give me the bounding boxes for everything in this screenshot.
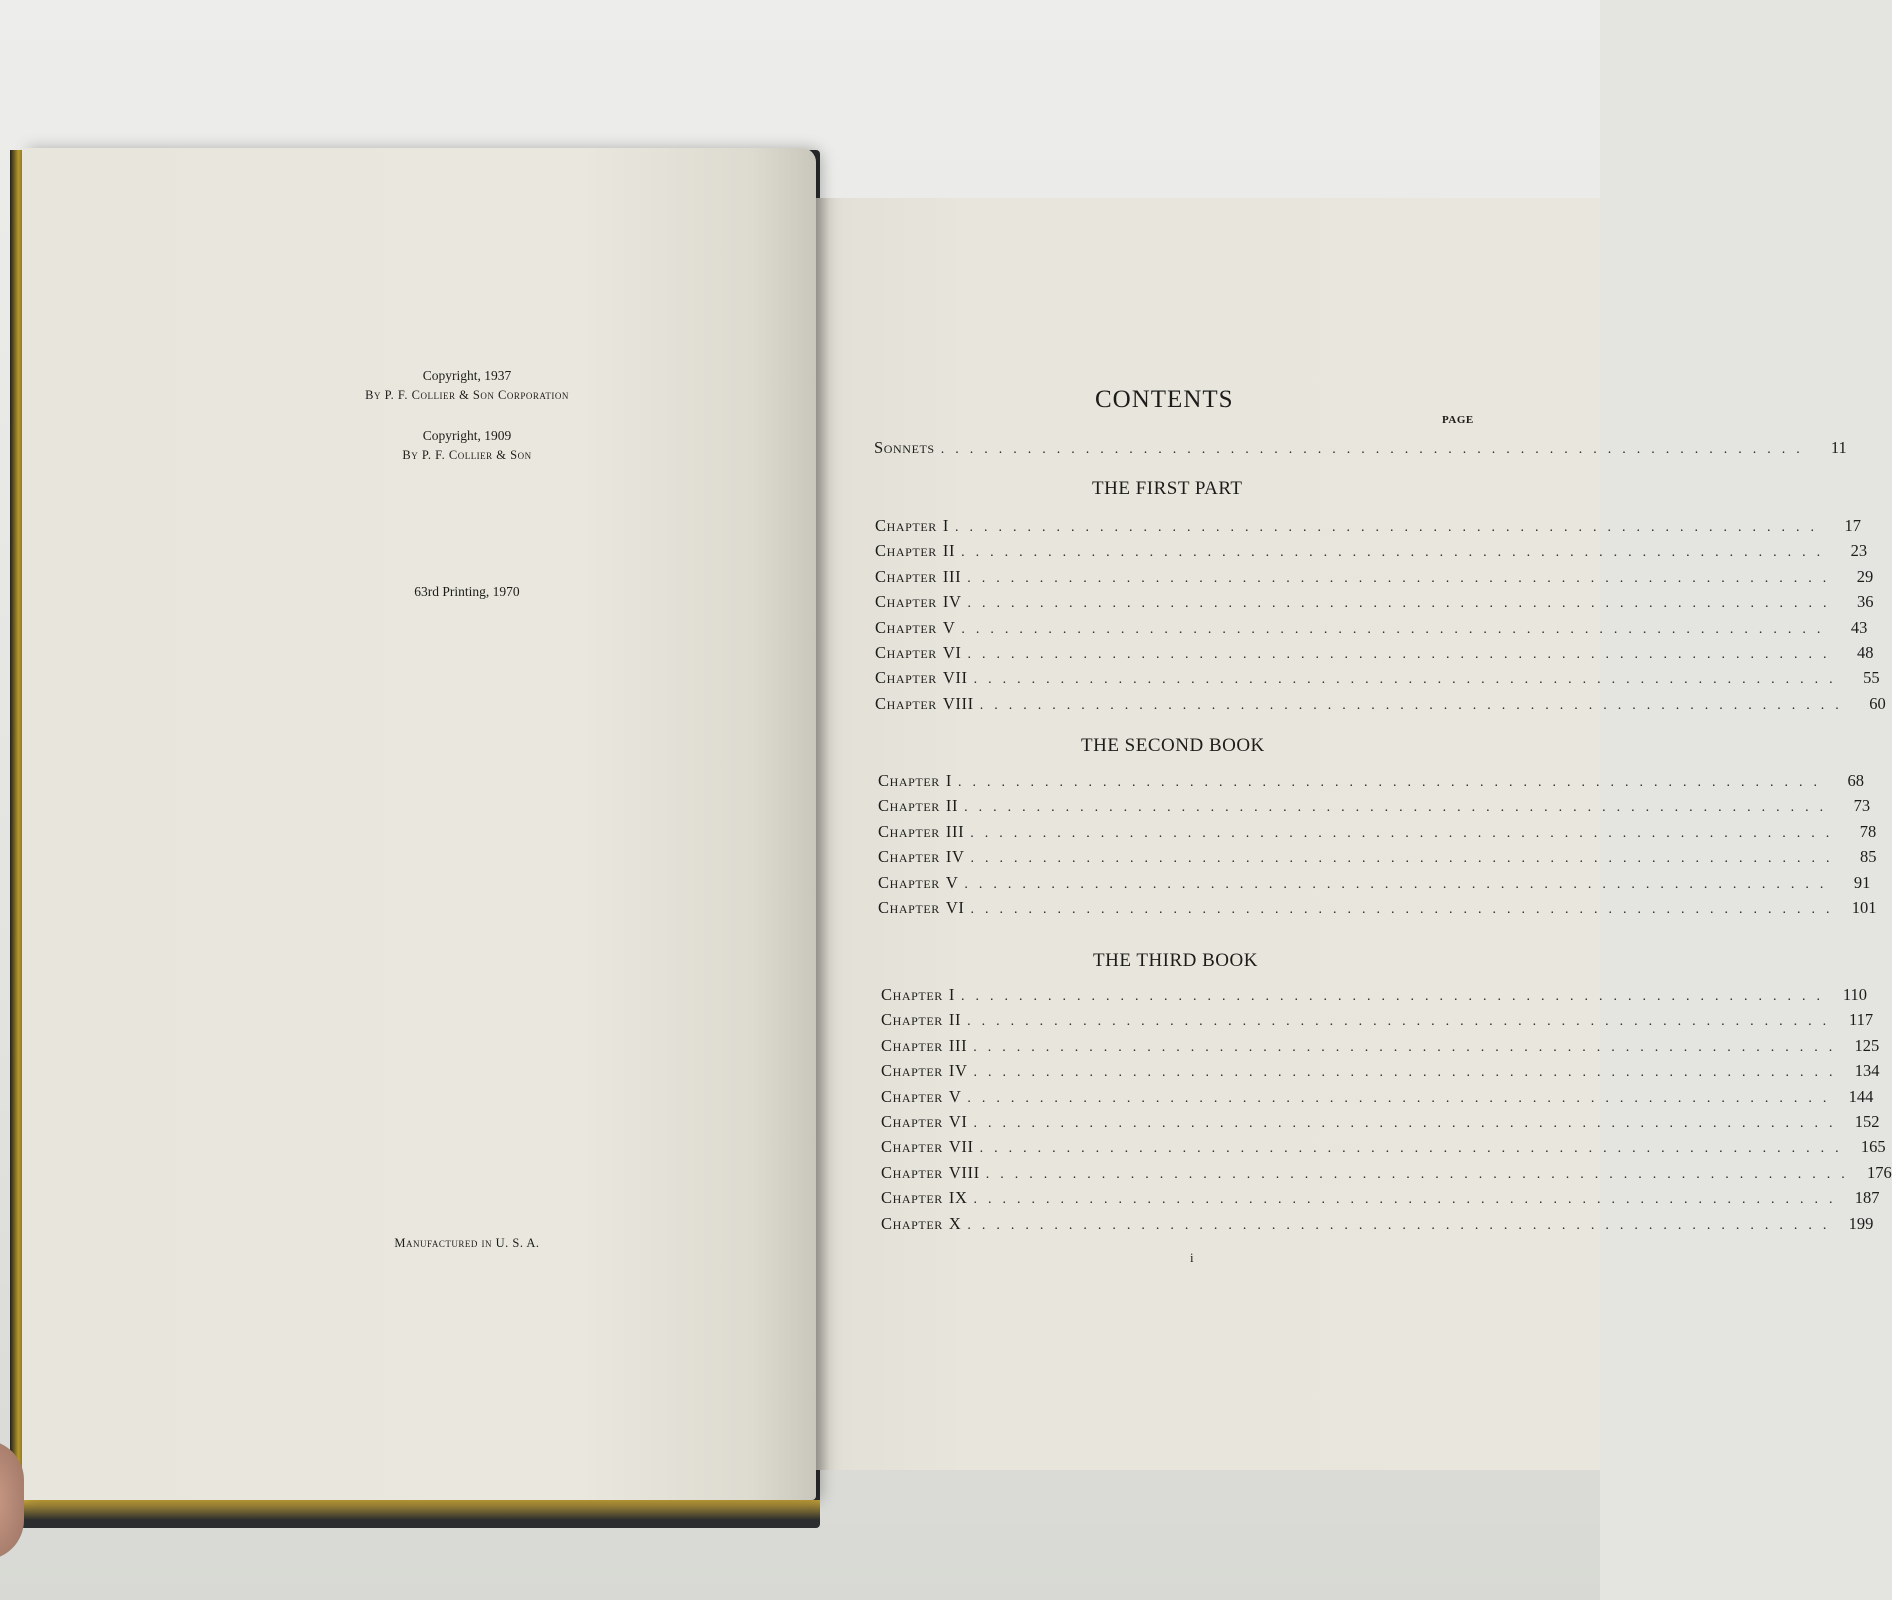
toc-entry-title: Chapter <box>881 1188 943 1207</box>
leader-dots: ............................................................ <box>964 877 1835 892</box>
toc-entry-number: VI <box>942 643 962 662</box>
section-heading: THE SECOND BOOK <box>1081 735 1265 756</box>
leader-dots: ............................................................ <box>967 596 1838 611</box>
toc-chapter-entry <box>875 668 1880 692</box>
leader-dots: ............................................................ <box>961 622 1832 637</box>
toc-entry-label <box>881 1188 968 1208</box>
toc-entry-page: 29 <box>1856 567 1874 586</box>
toc-chapter-entry <box>878 847 1877 871</box>
toc-entry-page: 73 <box>1853 796 1871 815</box>
toc-entry-number: IV <box>942 592 962 611</box>
toc-entry-page: 134 <box>1854 1061 1880 1080</box>
toc-entry-title: Chapter <box>875 516 937 535</box>
toc-entry-title: Chapter <box>881 1214 943 1233</box>
toc-entry-label <box>875 541 955 561</box>
left-page <box>22 148 816 1500</box>
toc-entry-number: VIII <box>948 1163 980 1182</box>
leader-dots: ............................................................ <box>940 442 1811 457</box>
toc-chapter-entry <box>881 1214 1874 1238</box>
toc-entry-title: Chapter <box>881 1010 943 1029</box>
toc-entry-label <box>881 1214 961 1234</box>
toc-entry-label <box>875 694 974 714</box>
toc-entry-label <box>878 796 958 816</box>
toc-entry-number: VI <box>945 898 965 917</box>
toc-entry-label <box>878 822 964 842</box>
leader-dots: ............................................................ <box>967 1218 1838 1233</box>
toc-entry-number: II <box>948 1010 962 1029</box>
leader-dots: ............................................................ <box>967 647 1838 662</box>
toc-entry-page: 17 <box>1844 516 1861 535</box>
toc-entry-number: IV <box>948 1061 968 1080</box>
toc-entry-label <box>881 1010 961 1030</box>
toc-entry-page: 55 <box>1863 668 1880 687</box>
leader-dots: ............................................................ <box>979 1141 1850 1156</box>
toc-entry-label <box>875 592 962 612</box>
toc-entry-number: V <box>945 873 959 892</box>
toc-chapter-entry <box>875 618 1868 642</box>
toc-entry-title: Chapter <box>875 668 937 687</box>
toc-entry-page: 101 <box>1851 898 1877 917</box>
contents-title: CONTENTS <box>1095 386 1234 413</box>
toc-entry-label <box>875 668 968 688</box>
toc-entry-number: IV <box>945 847 965 866</box>
toc-entry-label <box>875 643 962 663</box>
copyright-1937-publisher: By P. F. Collier & Son Corporation <box>365 388 569 402</box>
toc-chapter-entry <box>875 592 1874 616</box>
toc-entry-title: Chapter <box>875 592 937 611</box>
toc-entry-number: IX <box>948 1188 968 1207</box>
toc-entry-page: 117 <box>1848 1010 1874 1029</box>
toc-entry-label <box>875 618 955 638</box>
toc-entry-page: 36 <box>1857 592 1874 611</box>
leader-dots: ............................................................ <box>973 1192 1844 1207</box>
toc-chapter-entry <box>881 985 1867 1009</box>
toc-entry-page: 78 <box>1859 822 1877 841</box>
toc-entry-label <box>881 1112 968 1132</box>
toc-entry-number: III <box>942 567 962 586</box>
toc-chapter-entry <box>878 822 1877 846</box>
leader-dots: ............................................................ <box>985 1167 1856 1182</box>
toc-entry-page: 199 <box>1848 1214 1874 1233</box>
toc-entry-title: Chapter <box>875 541 937 560</box>
toc-entry-page: 165 <box>1860 1137 1886 1156</box>
toc-entry-title: Chapter <box>881 1163 943 1182</box>
toc-entry-page: 68 <box>1847 771 1864 790</box>
toc-entry-label <box>881 985 955 1005</box>
toc-entry-title: Chapter <box>878 771 940 790</box>
toc-chapter-entry <box>881 1087 1874 1111</box>
toc-entry-number: II <box>942 541 956 560</box>
cover-bottom-edge <box>20 1500 820 1520</box>
leader-dots: ............................................................ <box>961 989 1831 1004</box>
toc-entry-page: 176 <box>1866 1163 1892 1182</box>
toc-entry-label <box>881 1137 974 1157</box>
toc-entry-label <box>881 1036 967 1056</box>
toc-entry-page: 110 <box>1842 985 1867 1004</box>
toc-chapter-entry <box>875 541 1868 565</box>
section-heading: THE THIRD BOOK <box>1093 950 1258 971</box>
toc-entry-number: V <box>948 1087 962 1106</box>
toc-entry-title: Chapter <box>878 822 940 841</box>
section-heading: THE FIRST PART <box>1092 478 1243 499</box>
toc-entry-number: VI <box>948 1112 968 1131</box>
page-column-header: PAGE <box>1442 414 1474 426</box>
toc-entry-title: Chapter <box>875 618 937 637</box>
copyright-1909: Copyright, 1909 <box>422 428 512 443</box>
toc-entry-title: Chapter <box>881 1087 943 1106</box>
toc-entry-page: 91 <box>1853 873 1871 892</box>
toc-chapter-entry <box>875 694 1886 718</box>
leader-dots: ............................................................ <box>973 672 1844 687</box>
toc-entry-page: 23 <box>1850 541 1868 560</box>
toc-chapter-entry <box>881 1188 1880 1212</box>
toc-chapter-entry <box>881 1036 1880 1060</box>
toc-entry-label <box>874 438 935 458</box>
toc-entry-title: Chapter <box>878 898 940 917</box>
toc-entry-page: 144 <box>1848 1087 1874 1106</box>
copyright-1909-publisher: By P. F. Collier & Son <box>402 448 532 462</box>
leader-dots: ............................................................ <box>970 826 1841 841</box>
toc-chapter-entry <box>881 1137 1886 1161</box>
printing-note: 63rd Printing, 1970 <box>414 584 520 599</box>
manufactured-note: Manufactured in U. S. A. <box>394 1236 540 1250</box>
leader-dots: ............................................................ <box>973 1040 1844 1055</box>
toc-entry-number: III <box>945 822 965 841</box>
leader-dots: ............................................................ <box>973 1116 1844 1131</box>
leader-dots: ............................................................ <box>958 775 1828 790</box>
toc-chapter-entry <box>881 1010 1874 1034</box>
toc-entry-title: Sonnets <box>874 438 935 457</box>
toc-chapter-entry <box>878 898 1877 922</box>
toc-entry-page: 43 <box>1850 618 1868 637</box>
toc-chapter-entry <box>878 873 1871 897</box>
toc-sonnets <box>874 438 1847 462</box>
toc-entry-title: Chapter <box>881 1061 943 1080</box>
toc-entry-number: I <box>948 985 955 1004</box>
toc-entry-label <box>878 898 965 918</box>
toc-entry-label <box>878 873 958 893</box>
toc-entry-label <box>875 516 949 536</box>
toc-entry-number: I <box>945 771 952 790</box>
toc-chapter-entry <box>881 1061 1880 1085</box>
toc-entry-label <box>878 771 952 791</box>
toc-entry-label <box>881 1061 968 1081</box>
leader-dots: ............................................................ <box>973 1065 1844 1080</box>
toc-chapter-entry <box>875 567 1874 591</box>
toc-entry-page: 152 <box>1854 1112 1880 1131</box>
toc-entry-title: Chapter <box>878 873 940 892</box>
toc-entry-label <box>881 1163 980 1183</box>
toc-chapter-entry <box>878 796 1871 820</box>
toc-entry-title: Chapter <box>881 1137 943 1156</box>
leader-dots: ............................................................ <box>967 571 1838 586</box>
leader-dots: ............................................................ <box>955 520 1825 535</box>
toc-entry-number: VIII <box>942 694 974 713</box>
toc-entry-label <box>881 1087 961 1107</box>
toc-entry-page: 60 <box>1869 694 1886 713</box>
toc-entry-title: Chapter <box>875 694 937 713</box>
page-folio: i <box>1190 1250 1194 1265</box>
toc-entry-title: Chapter <box>881 1112 943 1131</box>
toc-entry-number: X <box>948 1214 962 1233</box>
leader-dots: ............................................................ <box>967 1091 1838 1106</box>
leader-dots: ............................................................ <box>964 800 1835 815</box>
leader-dots: ............................................................ <box>970 902 1841 917</box>
leader-dots: ............................................................ <box>970 851 1841 866</box>
toc-entry-number: VII <box>942 668 968 687</box>
toc-entry-title: Chapter <box>881 985 943 1004</box>
toc-entry-title: Chapter <box>878 847 940 866</box>
toc-entry-number: II <box>945 796 959 815</box>
toc-entry-number: VII <box>948 1137 974 1156</box>
toc-entry-page: 187 <box>1854 1188 1880 1207</box>
toc-entry-number: III <box>948 1036 968 1055</box>
leader-dots: ............................................................ <box>961 545 1832 560</box>
toc-chapter-entry <box>875 516 1861 540</box>
toc-entry-page: 11 <box>1830 438 1847 457</box>
toc-entry-page: 125 <box>1854 1036 1880 1055</box>
copyright-1937: Copyright, 1937 <box>422 368 512 383</box>
toc-entry-page: 48 <box>1857 643 1874 662</box>
toc-entry-label <box>875 567 961 587</box>
toc-chapter-entry <box>875 643 1874 667</box>
toc-entry-title: Chapter <box>878 796 940 815</box>
toc-entry-number: V <box>942 618 956 637</box>
toc-entry-page: 85 <box>1860 847 1877 866</box>
toc-entry-title: Chapter <box>881 1036 943 1055</box>
toc-entry-label <box>878 847 965 867</box>
leader-dots: ............................................................ <box>979 698 1850 713</box>
toc-chapter-entry <box>881 1163 1892 1187</box>
toc-entry-title: Chapter <box>875 643 937 662</box>
toc-entry-number: I <box>942 516 949 535</box>
toc-chapter-entry <box>881 1112 1880 1136</box>
toc-entry-title: Chapter <box>875 567 937 586</box>
leader-dots: ............................................................ <box>967 1014 1838 1029</box>
toc-chapter-entry <box>878 771 1864 795</box>
